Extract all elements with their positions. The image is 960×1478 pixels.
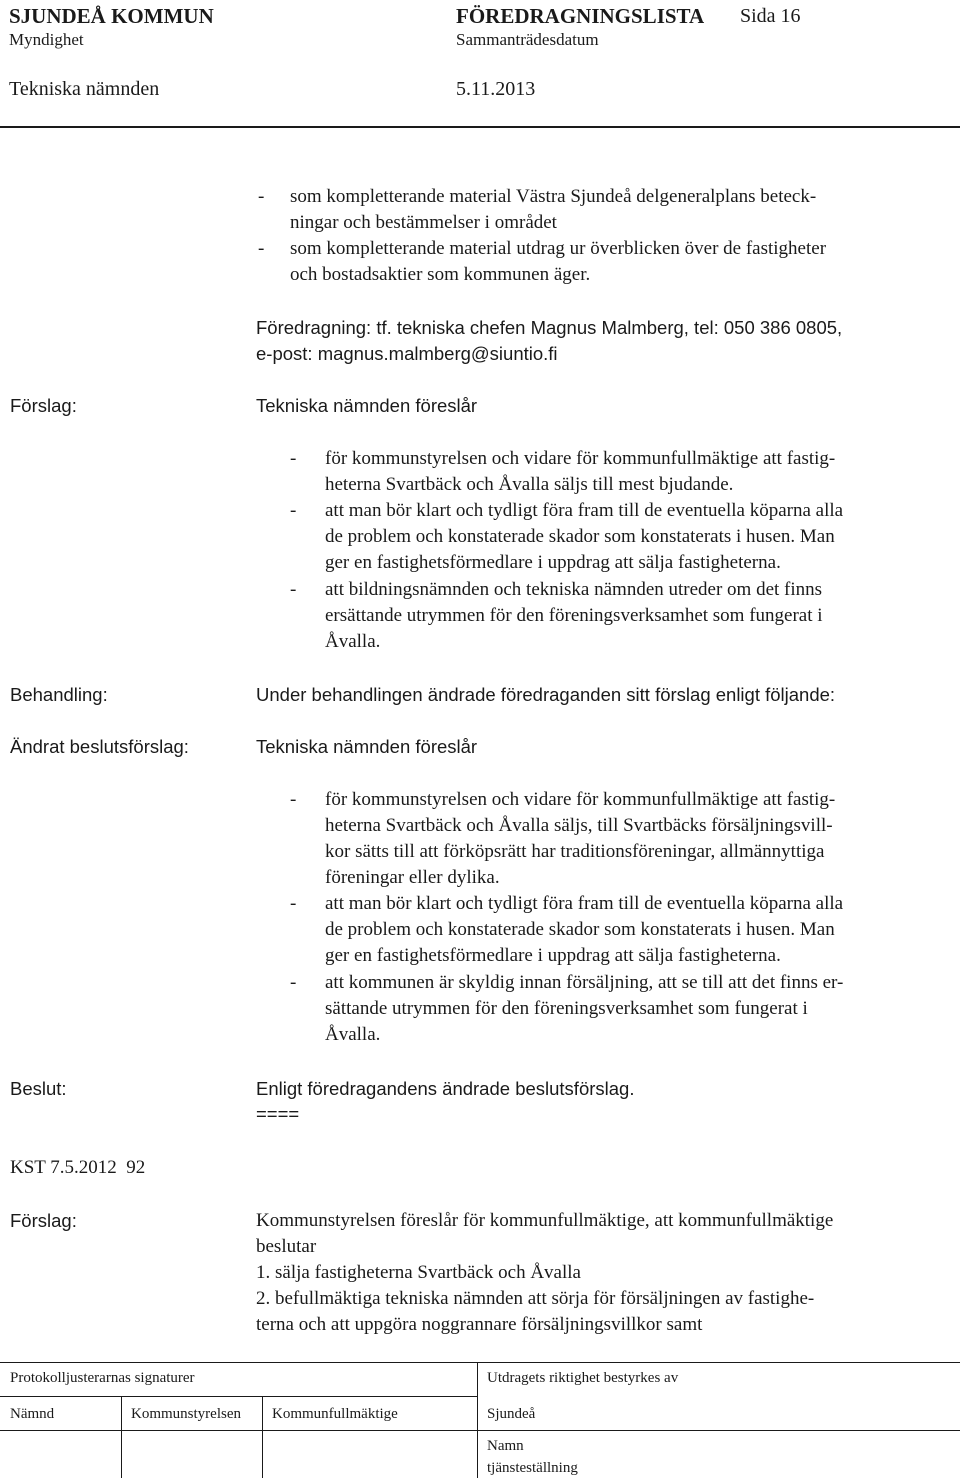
decision-text: Enligt föredragandens ändrade beslutsförslag. <box>256 1078 635 1099</box>
bullet-dash: - <box>290 789 297 810</box>
list-item: att man bör klart och tydligt föra fram till de eventuella köparna alla <box>325 893 844 914</box>
footer-divider <box>477 1362 478 1478</box>
list-item: ger en fastighetsförmedlare i uppdrag att sälja fastigheterna. <box>325 552 781 573</box>
handling-text: Under behandlingen ändrade föredraganden sitt förslag enligt följande: <box>256 684 836 705</box>
list-item: kor sätts till att förköpsrätt har traditionsföreningar, allmännyttiga <box>325 841 825 862</box>
page-number: Sida 16 <box>740 5 801 27</box>
signatures-label: Protokolljusterarnas signaturer <box>10 1370 195 1386</box>
list-item: att bildningsnämnden och tekniska nämnden utreder om det finns <box>325 579 823 600</box>
place-label: Sjundeå <box>487 1406 536 1422</box>
list-item: Åvalla. <box>325 1024 381 1045</box>
list-item: ger en fastighetsförmedlare i uppdrag att sälja fastigheterna. <box>325 945 781 966</box>
ks-proposal-label: Förslag: <box>10 1210 77 1231</box>
changed-label: Ändrat beslutsförslag: <box>10 736 189 757</box>
list-item: de problem och konstaterade skador som konstaterats i husen. Man <box>325 526 835 547</box>
decision-rule: ==== <box>256 1103 300 1124</box>
list-item: för kommunstyrelsen och vidare för kommunfullmäktige att fastig- <box>325 448 836 469</box>
bullet-dash: - <box>290 893 297 914</box>
name-label: Namn <box>487 1438 524 1454</box>
bullet-dash: - <box>290 448 297 469</box>
authority-label: Myndighet <box>9 30 84 49</box>
position-label: tjänsteställning <box>487 1460 578 1476</box>
list-item: heterna Svartbäck och Åvalla säljs till mest bjudande. <box>325 474 734 495</box>
decision-label: Beslut: <box>10 1078 67 1099</box>
bullet-dash: - <box>290 500 297 521</box>
list-item: de problem och konstaterade skador som konstaterats i husen. Man <box>325 919 835 940</box>
footer-divider <box>121 1396 122 1478</box>
bullet-dash: - <box>258 238 265 259</box>
kf-label: Kommunfullmäktige <box>272 1406 398 1422</box>
proposal-label: Förslag: <box>10 395 77 416</box>
list-item: sättande utrymmen för den föreningsverksamhet som fungerat i <box>325 998 808 1019</box>
proposal-heading: Tekniska nämnden föreslår <box>256 395 478 416</box>
bullet-dash: - <box>290 579 297 600</box>
paragraph-line: beslutar <box>256 1236 317 1257</box>
board-label: Nämnd <box>10 1406 55 1422</box>
footer-divider <box>262 1396 263 1478</box>
list-item: ersättande utrymmen för den föreningsverksamhet som fungerat i <box>325 605 823 626</box>
bullet-dash: - <box>290 972 297 993</box>
authority: Tekniska nämnden <box>9 78 160 100</box>
presenter-email: e-post: magnus.malmberg@siuntio.fi <box>256 343 558 364</box>
list-item: som kompletterande material utdrag ur överblicken över de fastigheter <box>290 238 827 259</box>
presenter-line: Föredragning: tf. tekniska chefen Magnus Malmberg, tel: 050 386 0805, <box>256 317 843 338</box>
list-item: att man bör klart och tydligt föra fram till de eventuella köparna alla <box>325 500 844 521</box>
footer-rule <box>0 1430 477 1431</box>
org-name: SJUNDEÅ KOMMUN <box>9 4 214 28</box>
meeting-date: 5.11.2013 <box>456 78 536 100</box>
kst-reference: KST 7.5.2012 92 <box>10 1157 146 1178</box>
list-item: Åvalla. <box>325 631 381 652</box>
list-item: att kommunen är skyldig innan försäljning, att se till att det finns er- <box>325 972 844 993</box>
footer-top-rule <box>0 1362 960 1363</box>
date-label: Sammanträdesdatum <box>456 30 599 49</box>
list-item: heterna Svartbäck och Åvalla säljs, till Svartbäcks försäljningsvill- <box>325 815 833 836</box>
paragraph-line: Kommunstyrelsen föreslår för kommunfullmäktige, att kommunfullmäktige <box>256 1210 834 1231</box>
footer-rule <box>477 1430 960 1431</box>
handling-label: Behandling: <box>10 684 108 705</box>
list-item: för kommunstyrelsen och vidare för kommunfullmäktige att fastig- <box>325 789 836 810</box>
ks-label: Kommunstyrelsen <box>131 1406 241 1422</box>
header-divider <box>0 126 960 128</box>
list-item: ningar och bestämmelser i området <box>290 212 557 233</box>
paragraph-line: 1. sälja fastigheterna Svartbäck och Åvalla <box>256 1262 581 1283</box>
paragraph-line: terna och att uppgöra noggrannare försäljningsvillkor samt <box>256 1314 703 1335</box>
bullet-dash: - <box>258 186 265 207</box>
paragraph-line: 2. befullmäktiga tekniska nämnden att sörja för försäljningen av fastighe- <box>256 1288 815 1309</box>
list-item: föreningar eller dylika. <box>325 867 500 888</box>
certified-label: Utdragets riktighet bestyrkes av <box>487 1370 679 1386</box>
changed-heading: Tekniska nämnden föreslår <box>256 736 478 757</box>
doc-type: FÖREDRAGNINGSLISTA <box>456 4 705 28</box>
list-item: som kompletterande material Västra Sjundeå delgeneralplans beteck- <box>290 186 817 207</box>
list-item: och bostadsaktier som kommunen äger. <box>290 264 591 285</box>
footer-rule <box>0 1396 477 1397</box>
